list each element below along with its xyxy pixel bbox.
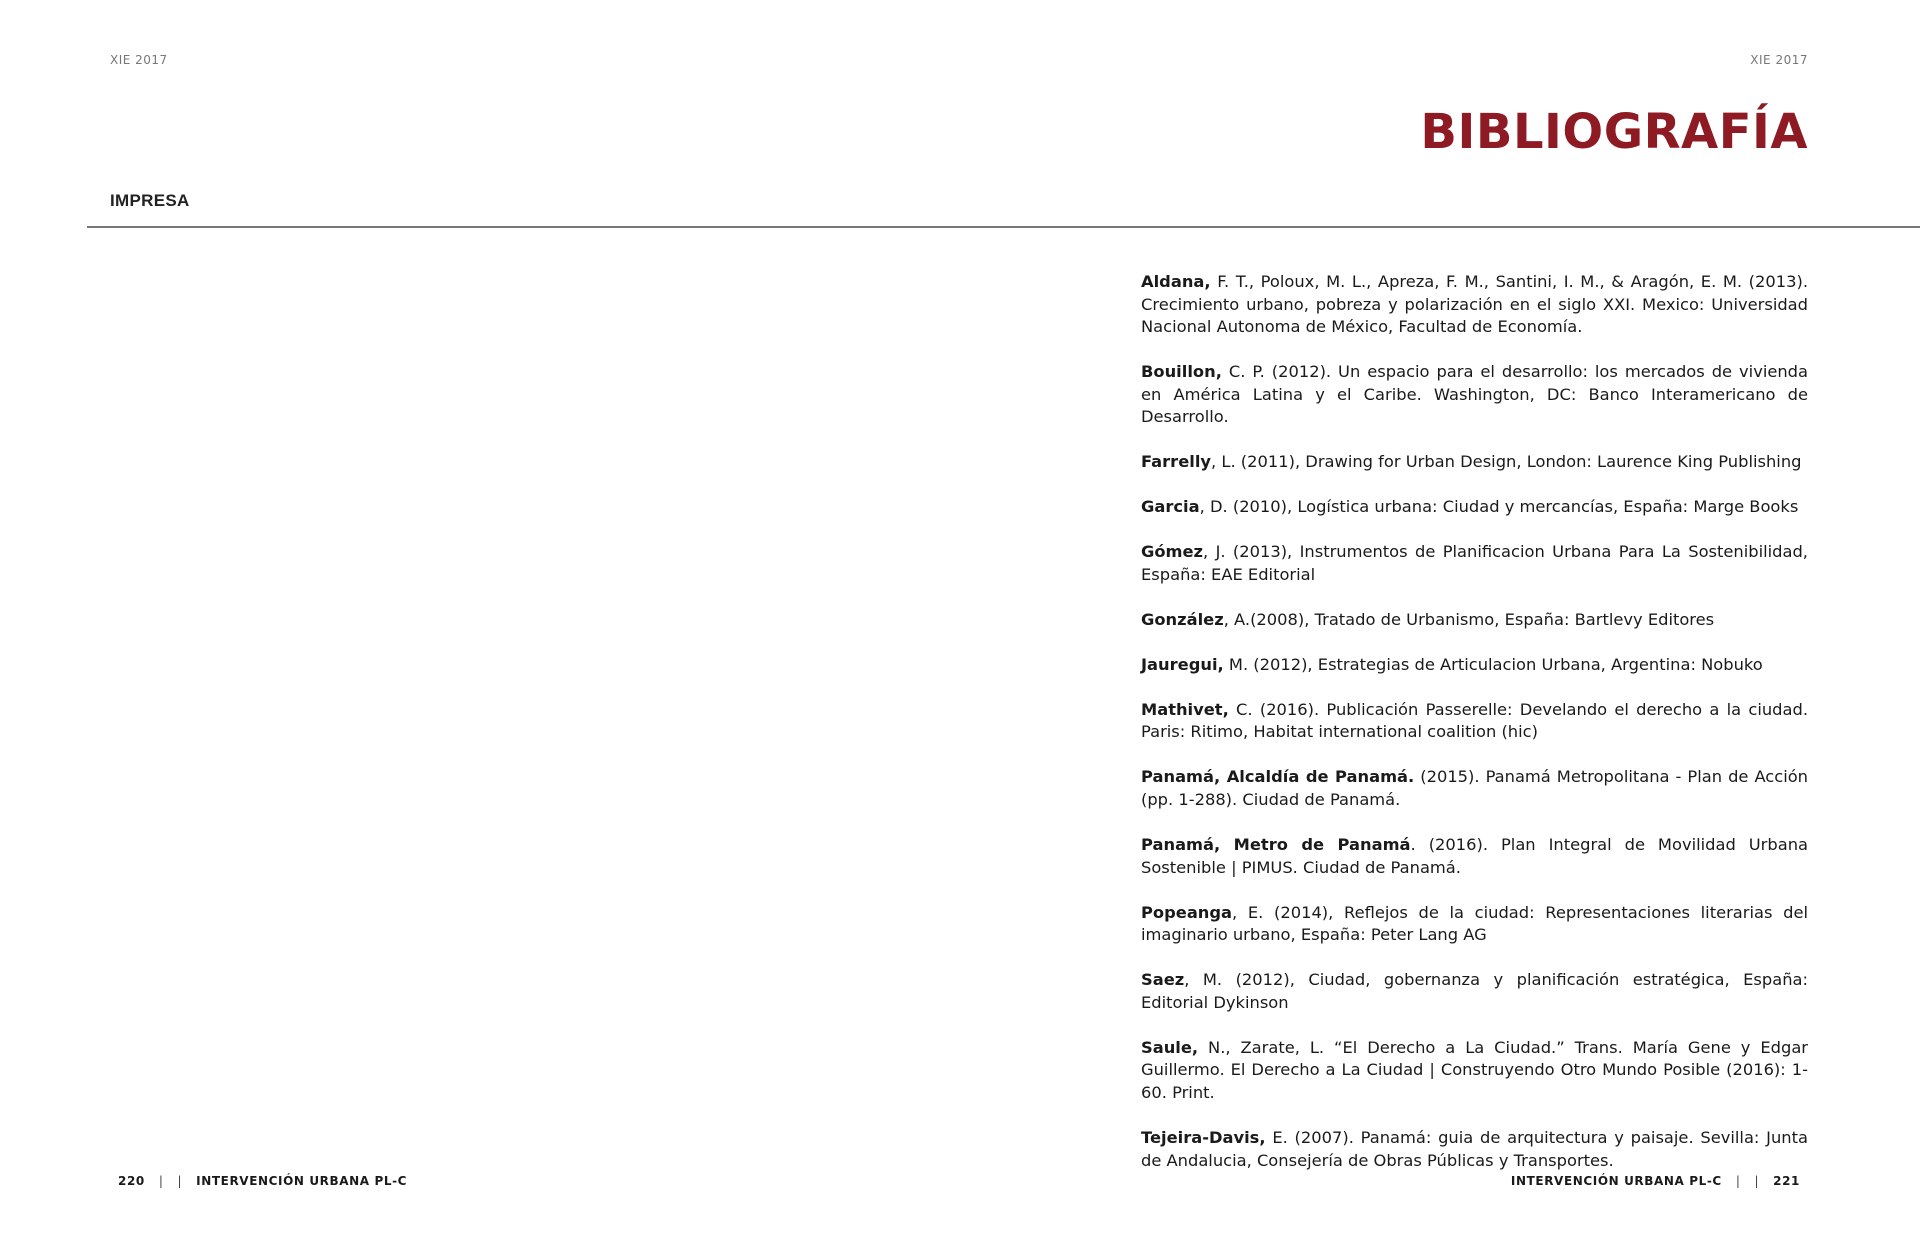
reference-text: M. (2012), Estrategias de Articulacion Urbana, Argentina: Nobuko (1223, 654, 1763, 674)
footer-title-left: INTERVENCIÓN URBANA PL-C (196, 1174, 408, 1188)
reference-entry (1141, 609, 1808, 632)
reference-author: Popeanga (1141, 902, 1233, 922)
reference-author: Mathivet, (1141, 699, 1229, 719)
reference-author: González (1141, 609, 1224, 629)
reference-text: , J. (2013), Instrumentos de Planificacion Urbana Para La Sostenibilidad, España: EAE Editorial (1141, 542, 1808, 584)
reference-author: Aldana, (1141, 272, 1211, 291)
page-number-right: 221 (1773, 1174, 1800, 1188)
reference-author: Panamá, Alcaldía de Panamá. (1141, 767, 1415, 787)
reference-entry (1141, 361, 1808, 429)
reference-text: , D. (2010), Logística urbana: Ciudad y mercancías, España: Marge Books (1199, 497, 1799, 517)
reference-text: , E. (2014), Reflejos de la ciudad: Representaciones literarias del imaginario urbano, España: Peter Lang AG (1141, 902, 1808, 945)
reference-author: Gómez (1141, 542, 1204, 562)
page-number-left: 220 (118, 1174, 145, 1188)
reference-entry (1141, 496, 1808, 519)
reference-text: C. (2016). Publicación Passerelle: Develando el derecho a la ciudad. Paris: Ritimo, Habitat international coalition (hic) (1141, 699, 1808, 742)
header-tag-right: XIE 2017 (1750, 53, 1808, 67)
reference-entry (1141, 271, 1808, 339)
footer-separator: | (177, 1174, 183, 1188)
reference-author: Garcia (1141, 497, 1200, 517)
page-title: BIBLIOGRAFÍA (1420, 104, 1808, 160)
reference-author: Tejeira-Davis, (1141, 1127, 1266, 1147)
reference-text: (2015). Panamá Metropolitana - Plan de Acción (pp. 1-288). Ciudad de Panamá. (1141, 767, 1809, 810)
reference-author: Panamá, Metro de Panamá (1141, 835, 1411, 855)
section-divider (87, 226, 1920, 228)
header-tag-left: XIE 2017 (110, 53, 168, 67)
reference-entry (1141, 902, 1808, 947)
section-label: IMPRESA (110, 191, 190, 210)
reference-text: , M. (2012), Ciudad, gobernanza y planificación estratégica, España: Editorial Dykinson (1141, 970, 1808, 1012)
footer-left (118, 1174, 407, 1188)
reference-author: Saule, (1141, 1037, 1199, 1057)
reference-text: , A.(2008), Tratado de Urbanismo, España: Bartlevy Editores (1223, 609, 1715, 629)
reference-author: Jauregui, (1141, 654, 1224, 674)
reference-entry (1141, 834, 1808, 879)
footer-separator: | (1735, 1174, 1741, 1188)
reference-text: , L. (2011), Drawing for Urban Design, London: Laurence King Publishing (1211, 452, 1802, 472)
footer-title-right: INTERVENCIÓN URBANA PL-C (1510, 1174, 1722, 1188)
footer-separator: | (158, 1174, 164, 1188)
reference-text: F. T., Poloux, M. L., Apreza, F. M., Santini, I. M., & Aragón, E. M. (2013). Crecimiento urbano, pobreza y polarización en el siglo XXI. Mexico: Universidad Nacional Autonoma de México, Facultad de Economía. (1141, 272, 1808, 337)
reference-text: C. P. (2012). Un espacio para el desarrollo: los mercados de vivienda en América Latina y el Caribe. Washington, DC: Banco Interamericano de Desarrollo. (1141, 362, 1808, 427)
reference-entry (1141, 766, 1808, 811)
reference-author: Farrelly (1141, 452, 1212, 472)
reference-entry (1141, 451, 1808, 474)
reference-entry (1141, 699, 1808, 744)
footer-separator: | (1754, 1174, 1760, 1188)
reference-entry (1141, 654, 1808, 677)
reference-entry (1141, 969, 1808, 1014)
reference-entry (1141, 1037, 1808, 1105)
reference-entry (1141, 541, 1808, 586)
reference-author: Saez (1141, 970, 1185, 990)
reference-text: N., Zarate, L. “El Derecho a La Ciudad.” Trans. María Gene y Edgar Guillermo. El Derecho a La Ciudad | Construyendo Otro Mundo Posible (2016): 1-60. Print. (1141, 1037, 1808, 1102)
reference-entry (1141, 1127, 1808, 1172)
reference-text: E. (2007). Panamá: guia de arquitectura y paisaje. Sevilla: Junta de Andalucia, Consejería de Obras Públicas y Transportes. (1141, 1127, 1808, 1170)
footer-right (1511, 1174, 1800, 1188)
bibliography-list (1141, 271, 1808, 1195)
reference-author: Bouillon, (1141, 362, 1222, 382)
reference-text: . (2016). Plan Integral de Movilidad Urbana Sostenible | PIMUS. Ciudad de Panamá. (1141, 835, 1808, 877)
